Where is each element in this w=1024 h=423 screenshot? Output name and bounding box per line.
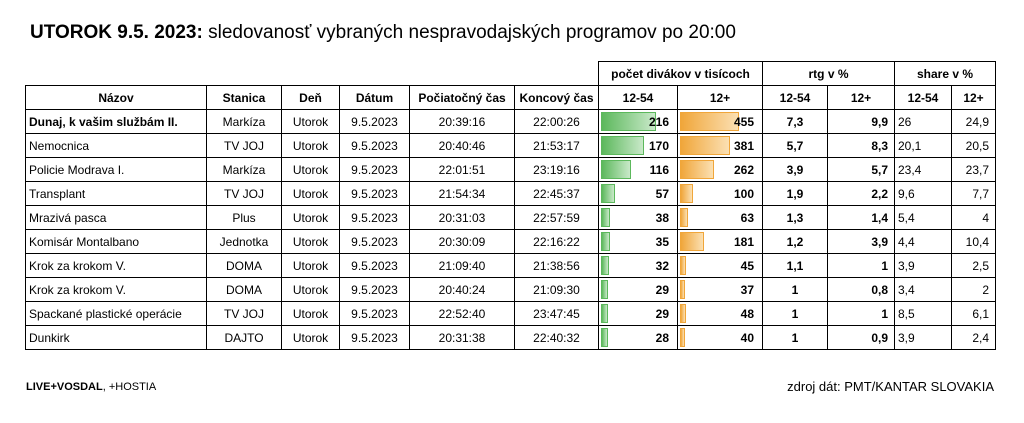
cell-start: 21:54:34 (410, 182, 515, 206)
cell-share-12: 10,4 (952, 230, 996, 254)
cell-rtg-1254: 1 (763, 326, 828, 350)
cell-station: TV JOJ (207, 134, 282, 158)
cell-viewers-12 (678, 254, 763, 278)
cell-viewers-12-value: 45 (740, 258, 754, 273)
cell-day: Utorok (282, 326, 340, 350)
report-title-text: sledovanosť vybraných nespravodajských programov po 20:00 (202, 22, 736, 43)
cell-rtg-12: 0,8 (828, 278, 895, 302)
cell-viewers-12-value: 381 (733, 138, 754, 153)
footer-methodology-rest: , +HOSTIA (102, 381, 157, 393)
cell-share-12: 2 (952, 278, 996, 302)
cell-viewers-1254 (599, 206, 678, 230)
column-header: Počiatočný čas (410, 86, 515, 110)
cell-rtg-12: 2,2 (828, 182, 895, 206)
cell-date: 9.5.2023 (340, 182, 410, 206)
cell-day: Utorok (282, 254, 340, 278)
column-header: 12+ (828, 86, 895, 110)
cell-name: Policie Modrava I. (26, 158, 207, 182)
cell-share-1254: 8,5 (895, 302, 952, 326)
cell-station: Markíza (207, 110, 282, 134)
cell-viewers-1254 (599, 302, 678, 326)
cell-date: 9.5.2023 (340, 134, 410, 158)
cell-share-1254: 3,9 (895, 326, 952, 350)
cell-start: 22:52:40 (410, 302, 515, 326)
cell-viewers-1254-value: 28 (655, 330, 669, 345)
table-row (26, 158, 996, 182)
cell-rtg-1254: 7,3 (763, 110, 828, 134)
cell-rtg-12: 3,9 (828, 230, 895, 254)
cell-end: 23:47:45 (515, 302, 599, 326)
cell-viewers-12-value: 37 (740, 282, 754, 297)
cell-station: TV JOJ (207, 182, 282, 206)
cell-viewers-12 (678, 326, 763, 350)
cell-station: TV JOJ (207, 302, 282, 326)
cell-name: Dunkirk (26, 326, 207, 350)
cell-viewers-12 (678, 182, 763, 206)
table-row (26, 278, 996, 302)
cell-station: DOMA (207, 278, 282, 302)
cell-day: Utorok (282, 134, 340, 158)
cell-end: 22:57:59 (515, 206, 599, 230)
cell-rtg-12: 1 (828, 254, 895, 278)
table-row (26, 302, 996, 326)
cell-share-1254: 9,6 (895, 182, 952, 206)
cell-date: 9.5.2023 (340, 158, 410, 182)
cell-name: Krok za krokom V. (26, 278, 207, 302)
cell-rtg-12: 1,4 (828, 206, 895, 230)
cell-viewers-1254-value: 170 (648, 138, 669, 153)
cell-viewers-1254 (599, 182, 678, 206)
cell-viewers-1254-value: 57 (655, 186, 669, 201)
cell-rtg-12: 8,3 (828, 134, 895, 158)
cell-end: 23:19:16 (515, 158, 599, 182)
cell-start: 20:40:46 (410, 134, 515, 158)
cell-viewers-12 (678, 110, 763, 134)
cell-end: 22:40:32 (515, 326, 599, 350)
cell-rtg-12: 0,9 (828, 326, 895, 350)
cell-end: 21:53:17 (515, 134, 599, 158)
cell-name: Mrazivá pasca (26, 206, 207, 230)
cell-date: 9.5.2023 (340, 326, 410, 350)
report-title-date: UTOROK 9.5. 2023: (30, 22, 203, 43)
cell-name: Krok za krokom V. (26, 254, 207, 278)
cell-share-12: 2,4 (952, 326, 996, 350)
cell-day: Utorok (282, 278, 340, 302)
cell-share-1254: 4,4 (895, 230, 952, 254)
column-header: 12+ (678, 86, 763, 110)
cell-viewers-12 (678, 230, 763, 254)
cell-rtg-12: 1 (828, 302, 895, 326)
cell-viewers-1254-value: 32 (655, 258, 669, 273)
cell-station: DAJTO (207, 326, 282, 350)
cell-viewers-12-value: 100 (733, 186, 754, 201)
cell-share-1254: 5,4 (895, 206, 952, 230)
cell-end: 22:45:37 (515, 182, 599, 206)
group-header-viewers: počet divákov v tisícoch (599, 62, 763, 86)
cell-rtg-1254: 1 (763, 302, 828, 326)
cell-start: 22:01:51 (410, 158, 515, 182)
column-header: Názov (26, 86, 207, 110)
cell-viewers-1254-value: 116 (649, 162, 669, 177)
cell-date: 9.5.2023 (340, 254, 410, 278)
cell-viewers-1254 (599, 134, 678, 158)
cell-viewers-12 (678, 278, 763, 302)
cell-start: 20:31:03 (410, 206, 515, 230)
cell-viewers-12-value: 40 (740, 330, 754, 345)
cell-viewers-12-value: 48 (740, 306, 754, 321)
column-header: Koncový čas (515, 86, 599, 110)
cell-rtg-1254: 1,9 (763, 182, 828, 206)
cell-viewers-12-value: 63 (740, 210, 754, 225)
footer-methodology (26, 381, 156, 393)
cell-share-12: 20,5 (952, 134, 996, 158)
cell-viewers-1254-value: 38 (655, 210, 669, 225)
cell-viewers-1254-value: 216 (648, 114, 669, 129)
cell-viewers-12 (678, 134, 763, 158)
cell-end: 21:09:30 (515, 278, 599, 302)
cell-viewers-12-value: 262 (733, 162, 754, 177)
cell-viewers-1254 (599, 110, 678, 134)
cell-date: 9.5.2023 (340, 206, 410, 230)
cell-date: 9.5.2023 (340, 302, 410, 326)
cell-rtg-12: 9,9 (828, 110, 895, 134)
cell-viewers-12-value: 181 (733, 234, 754, 249)
cell-start: 20:40:24 (410, 278, 515, 302)
cell-rtg-1254: 1,3 (763, 206, 828, 230)
report-title (30, 22, 736, 44)
cell-viewers-12 (678, 158, 763, 182)
table-row (26, 182, 996, 206)
column-header: 12+ (952, 86, 996, 110)
column-header: 12-54 (763, 86, 828, 110)
cell-share-12: 2,5 (952, 254, 996, 278)
cell-share-12: 6,1 (952, 302, 996, 326)
cell-start: 20:31:38 (410, 326, 515, 350)
table-row (26, 134, 996, 158)
cell-share-1254: 3,9 (895, 254, 952, 278)
table-row (26, 206, 996, 230)
cell-rtg-1254: 3,9 (763, 158, 828, 182)
cell-day: Utorok (282, 110, 340, 134)
column-header: Deň (282, 86, 340, 110)
cell-date: 9.5.2023 (340, 278, 410, 302)
cell-name: Spackané plastické operácie (26, 302, 207, 326)
column-header: Dátum (340, 86, 410, 110)
table-row (26, 110, 996, 134)
column-header: 12-54 (895, 86, 952, 110)
cell-rtg-1254: 1,1 (763, 254, 828, 278)
column-header: Stanica (207, 86, 282, 110)
cell-viewers-1254 (599, 158, 678, 182)
cell-viewers-1254 (599, 278, 678, 302)
cell-start: 20:30:09 (410, 230, 515, 254)
cell-viewers-1254 (599, 326, 678, 350)
cell-end: 21:38:56 (515, 254, 599, 278)
cell-end: 22:00:26 (515, 110, 599, 134)
cell-viewers-12-value: 455 (733, 114, 754, 129)
cell-day: Utorok (282, 302, 340, 326)
cell-viewers-1254-value: 35 (655, 234, 669, 249)
cell-share-12: 7,7 (952, 182, 996, 206)
cell-day: Utorok (282, 182, 340, 206)
cell-share-1254: 3,4 (895, 278, 952, 302)
cell-start: 20:39:16 (410, 110, 515, 134)
cell-share-1254: 23,4 (895, 158, 952, 182)
cell-start: 21:09:40 (410, 254, 515, 278)
cell-rtg-1254: 5,7 (763, 134, 828, 158)
cell-viewers-12 (678, 302, 763, 326)
cell-end: 22:16:22 (515, 230, 599, 254)
cell-share-1254: 20,1 (895, 134, 952, 158)
table-row (26, 254, 996, 278)
cell-name: Dunaj, k vašim službám II. (26, 110, 207, 134)
cell-date: 9.5.2023 (340, 110, 410, 134)
table-row (26, 230, 996, 254)
group-header-share: share v % (895, 62, 996, 86)
cell-share-12: 24,9 (952, 110, 996, 134)
table-row (26, 326, 996, 350)
cell-share-1254: 26 (895, 110, 952, 134)
cell-station: DOMA (207, 254, 282, 278)
cell-viewers-1254 (599, 230, 678, 254)
cell-rtg-1254: 1,2 (763, 230, 828, 254)
ratings-table (25, 61, 996, 350)
column-header: 12-54 (599, 86, 678, 110)
group-header-rtg: rtg v % (763, 62, 895, 86)
cell-rtg-12: 5,7 (828, 158, 895, 182)
cell-viewers-12 (678, 206, 763, 230)
cell-viewers-1254-value: 29 (655, 282, 669, 297)
cell-share-12: 4 (952, 206, 996, 230)
cell-station: Jednotka (207, 230, 282, 254)
cell-name: Komisár Montalbano (26, 230, 207, 254)
cell-name: Nemocnica (26, 134, 207, 158)
cell-date: 9.5.2023 (340, 230, 410, 254)
cell-station: Markíza (207, 158, 282, 182)
cell-viewers-1254-value: 29 (655, 306, 669, 321)
cell-name: Transplant (26, 182, 207, 206)
footer-methodology-bold: LIVE+VOSDAL (26, 381, 103, 393)
footer-source: zdroj dát: PMT/KANTAR SLOVAKIA (787, 379, 994, 394)
cell-day: Utorok (282, 158, 340, 182)
cell-rtg-1254: 1 (763, 278, 828, 302)
cell-share-12: 23,7 (952, 158, 996, 182)
cell-day: Utorok (282, 206, 340, 230)
cell-viewers-1254 (599, 254, 678, 278)
cell-day: Utorok (282, 230, 340, 254)
cell-station: Plus (207, 206, 282, 230)
